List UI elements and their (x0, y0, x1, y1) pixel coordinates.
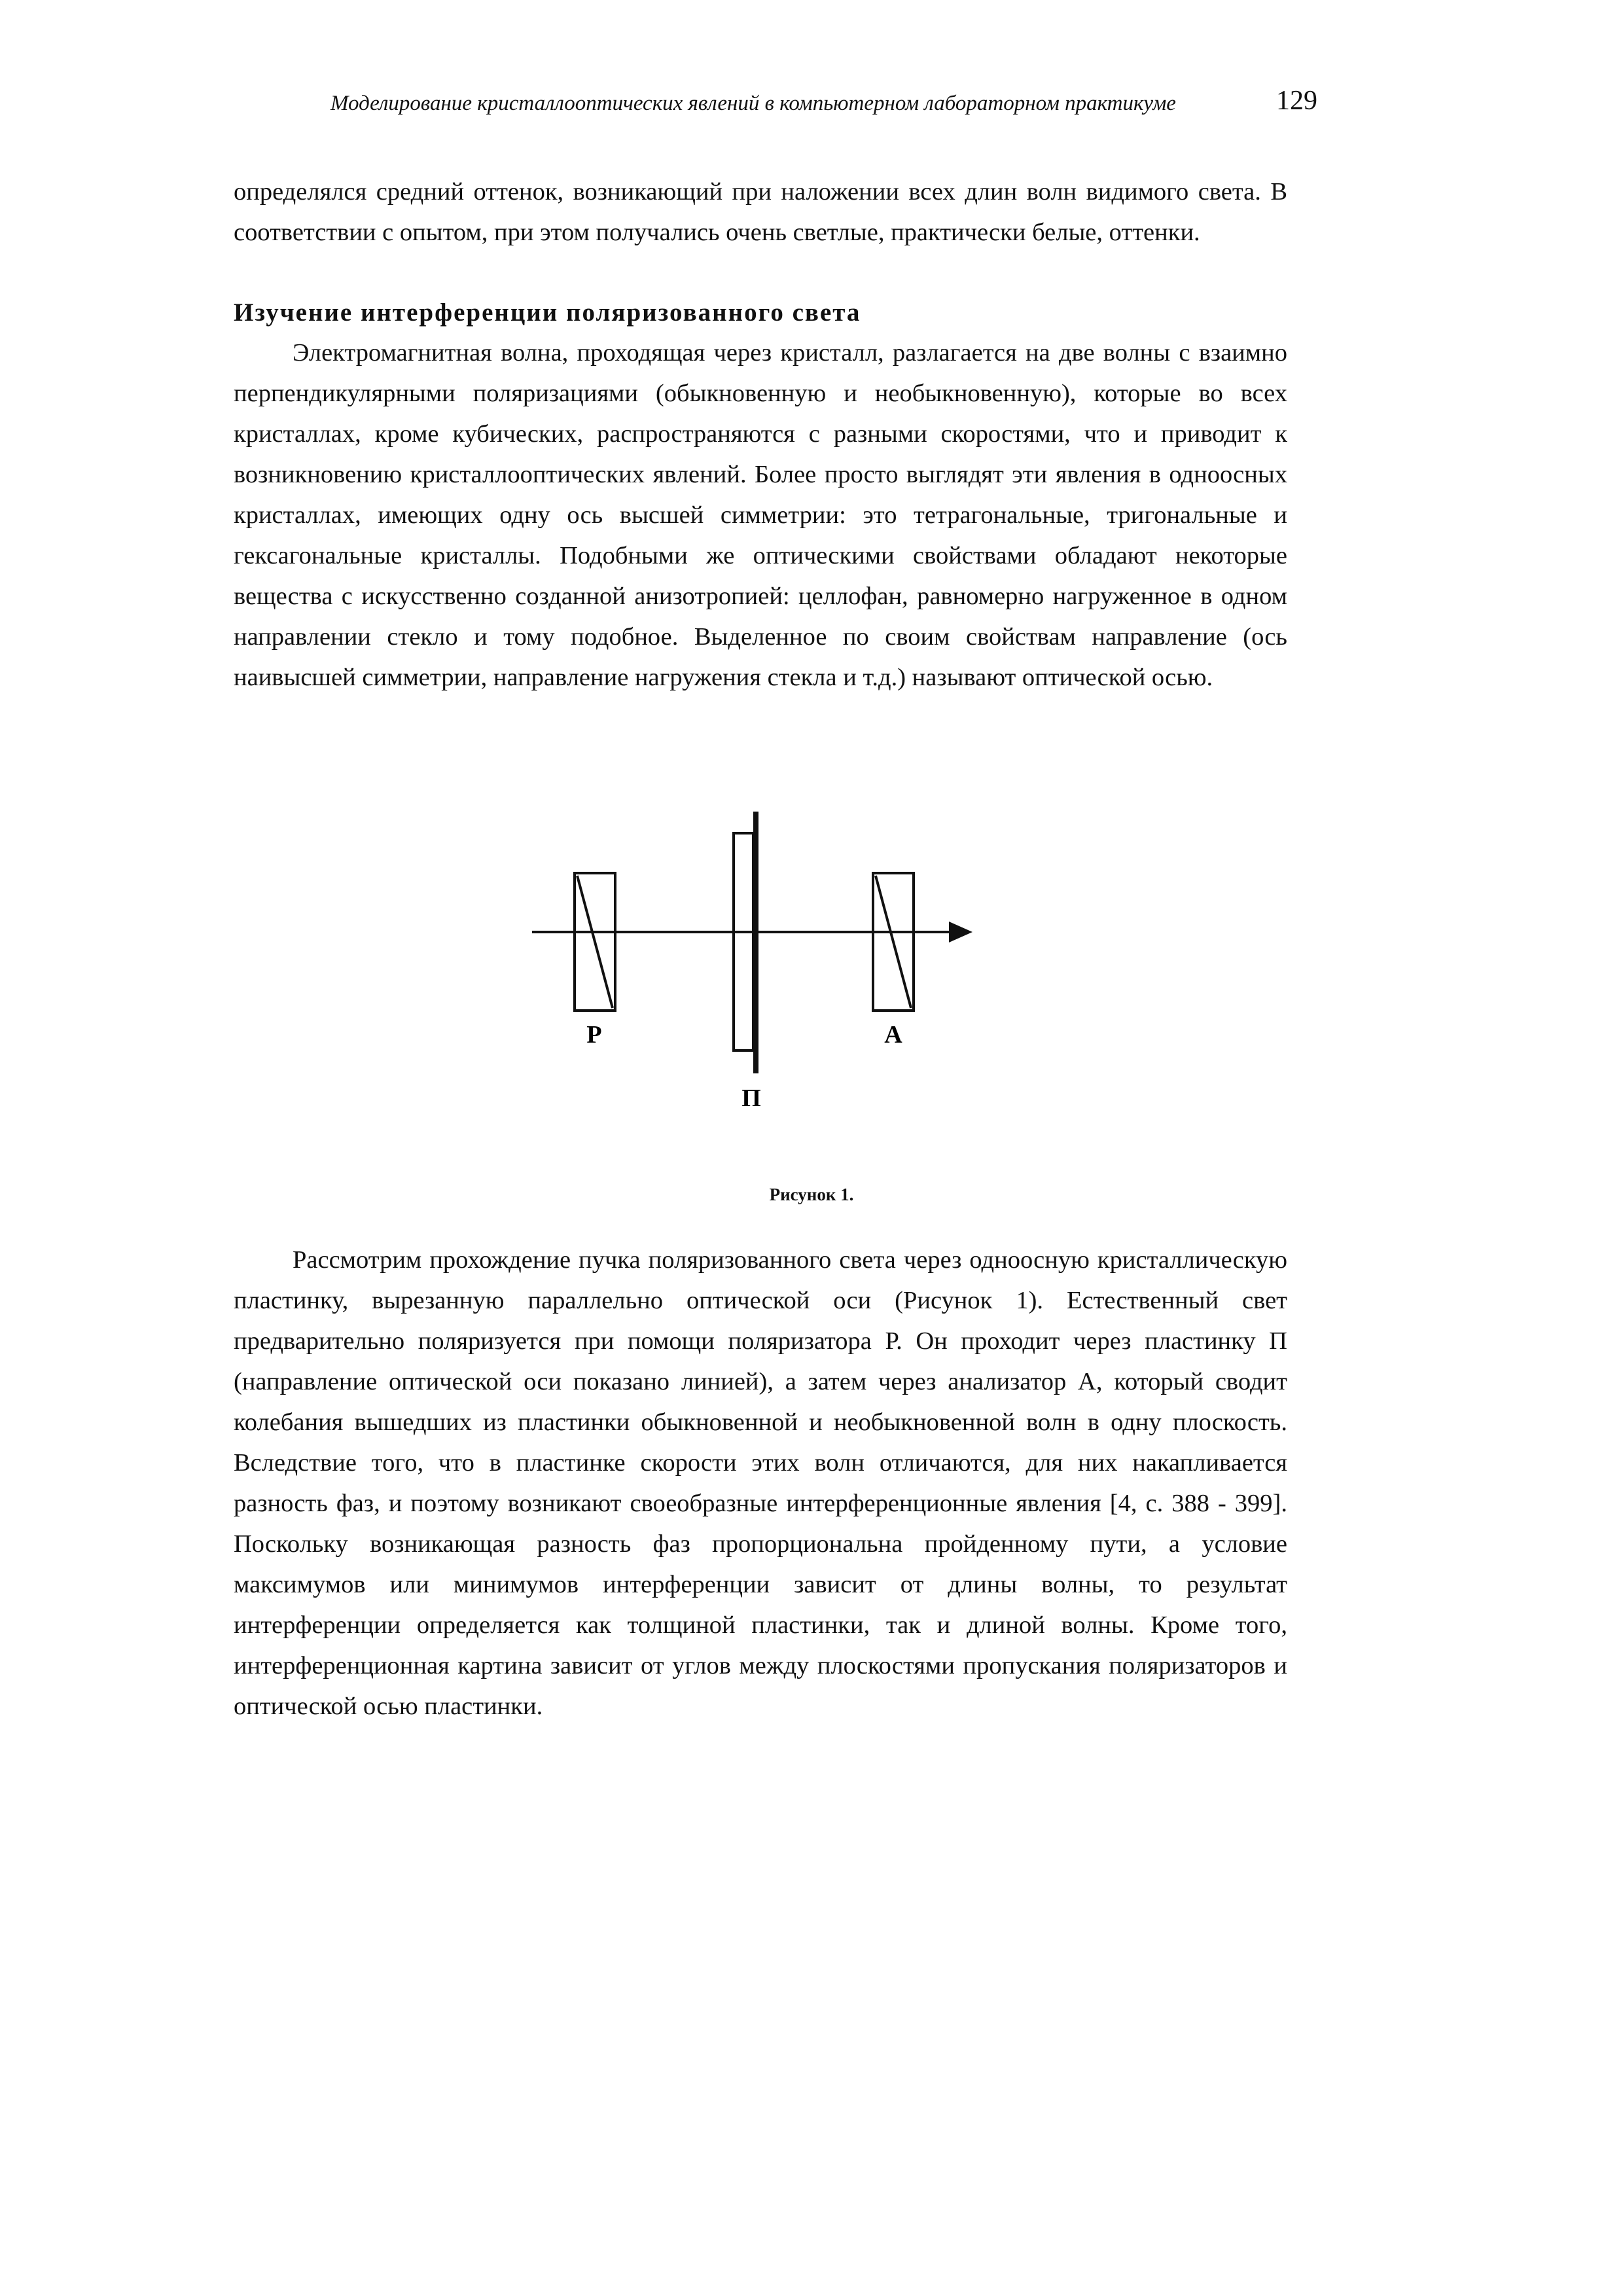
figure-caption: Рисунок 1. (769, 1185, 854, 1204)
analyzer-axis-line (876, 876, 911, 1008)
label-analyzer: A (884, 1021, 902, 1049)
paragraph-1: Электромагнитная волна, проходящая через кристалл, разлагается на две волны с взаимно перпендикулярными поляризациями (обыкновенную и необыкновенную), которые во всех кристаллах, кроме кубических, распространяются с разными скоростями, что и приводит к возникновению кристаллооптических явлений. Более просто выглядят эти явления в одноосных кристаллах, имеющих одну ось высшей симметрии: это тетрагональные, тригональные и гексагональные кристаллы. Подобными же оптическими свойствами обладают некоторые вещества с искусственно созданной анизотропией: целлофан, равномерно нагруженное в одном направлении стекло и тому подобное. Выделенное по своим свойствам направление (ось наивысшей симметрии, направление нагружения стекла и т.д.) называют оптической осью. (234, 339, 1287, 691)
plate-rect (734, 833, 753, 1050)
paragraph-intro: определялся средний оттенок, возникающий при наложении всех длин волн видимого света. В соответствии с опытом, при этом получались очень светлые, практически белые, оттенки. (234, 178, 1287, 246)
label-polarizer: P (586, 1021, 602, 1049)
label-plate: П (741, 1085, 761, 1112)
section-heading: Изучение интерференции поляризованного света (234, 298, 861, 327)
paragraph-2: Рассмотрим прохождение пучка поляризованного света через одноосную кристаллическую пластинку, вырезанную параллельно оптической оси (Рисунок 1). Естественный свет предварительно поляризуется при помощи поляризатора Р. Он проходит через пластинку П (направление оптической оси показано линией), а затем через анализатор А, который сводит колебания вышедших из пластинки обыкновенной и необыкновенной волн в одну плоскость. Вследствие того, что в пластинке скорости этих волн отличаются, для них накапливается разность фаз, и поэтому возникают своеобразные интерференционные явления [4, с. 388 - 399]. Поскольку возникающая разность фаз пропорциональна пройденному пути, а условие максимумов или минимумов интерференции зависит от длины волны, то результат интерференции определяется как толщиной пластинки, так и длиной волны. Кроме того, интерференционная картина зависит от углов между плоскостями пропускания поляризаторов и оптической осью пластинки. (234, 1246, 1287, 1720)
beam-arrow-icon (949, 922, 972, 942)
page-number: 129 (1276, 86, 1317, 116)
running-head: Моделирование кристаллооптических явлений в компьютерном лабораторном практикуме (330, 92, 1176, 115)
polarizer-axis-line (577, 876, 613, 1008)
